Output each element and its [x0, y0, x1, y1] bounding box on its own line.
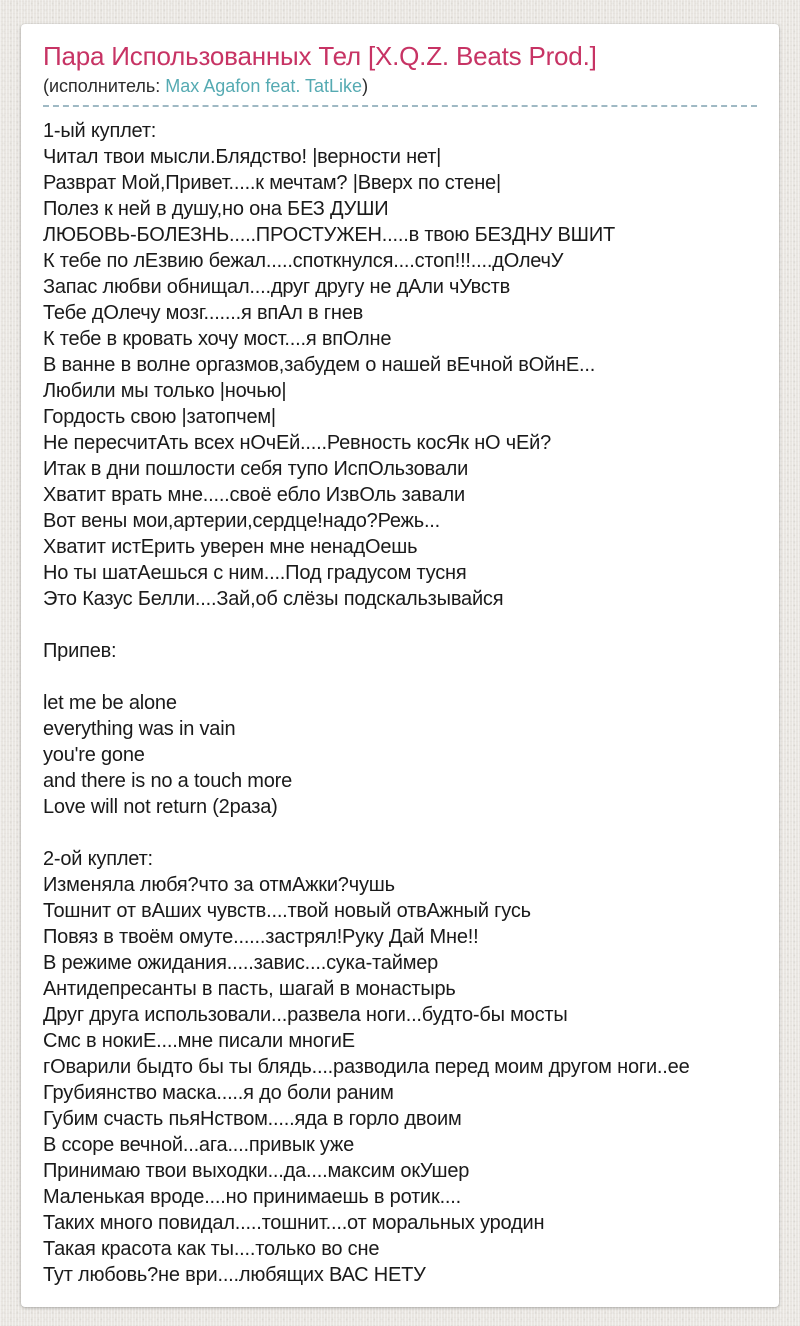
artist-line — [43, 75, 757, 107]
lyrics-line: В режиме ожидания.....завис....сука-таймер — [43, 952, 439, 974]
lyrics-line — [43, 820, 757, 846]
lyrics-line: К тебе по лЕзвию бежал.....споткнулся....стоп!!!....дОлечУ — [43, 250, 564, 272]
lyrics-line: let me be alone — [43, 692, 177, 714]
lyrics-line: Запас любви обнищал....друг другу не дАли чУвств — [43, 276, 511, 298]
lyrics-line: К тебе в кровать хочу мост....я впОлне — [43, 328, 392, 350]
lyrics-line: Тебе дОлечу мозг.......я впАл в гнев — [43, 302, 364, 324]
lyrics-line: Любили мы только |ночью| — [43, 380, 287, 402]
lyrics-line: and there is no a touch more — [43, 770, 292, 792]
lyrics-section — [43, 118, 757, 1288]
artist-suffix: ) — [362, 76, 369, 96]
lyrics-line: Вот вены мои,артерии,сердце!надо?Режь... — [43, 510, 441, 532]
lyrics-line: Тошнит от вАших чувств....твой новый отвАжный гусь — [43, 900, 531, 922]
lyrics-line: Маленькая вроде....но принимаешь в ротик.... — [43, 1186, 461, 1208]
lyrics-line: Это Казус Белли....Зай,об слёзы подскальзывайся — [43, 588, 504, 610]
lyrics-line: Разврат Мой,Привет.....к мечтам? |Вверх по стене| — [43, 172, 501, 194]
lyrics-line: Не пересчитАть всех нОчЕй.....Ревность косЯк нО чЕй? — [43, 432, 552, 454]
lyrics-line: Губим счасть пьяНством.....яда в горло двоим — [43, 1108, 462, 1130]
lyrics-line: Антидепресанты в пасть, шагай в монастырь — [43, 978, 456, 1000]
lyrics-line: Но ты шатАешься с ним....Под градусом тусня — [43, 562, 467, 584]
lyrics-line: Грубиянство маска.....я до боли раним — [43, 1082, 394, 1104]
content-card — [21, 24, 779, 1307]
lyrics-line: В ссоре вечной...ага....привык уже — [43, 1134, 355, 1156]
lyrics-line: Такая красота как ты....только во сне — [43, 1238, 380, 1260]
artist-link[interactable]: Max Agafon feat. TatLike — [165, 76, 363, 96]
lyrics-line: Повяз в твоём омуте......застрял!Руку Дай Мне!! — [43, 926, 479, 948]
page-title: Пара Использованных Тел [X.Q.Z. Beats Prod.] — [43, 41, 597, 71]
lyrics-line: Припев: — [43, 640, 117, 662]
lyrics-line: Итак в дни пошлости себя тупо ИспОльзовали — [43, 458, 469, 480]
lyrics-line: ЛЮБОВЬ-БОЛЕЗНЬ.....ПРОСТУЖЕН.....в твою БЕЗДНУ ВШИТ — [43, 224, 616, 246]
lyrics-line: 1-ый куплет: — [43, 120, 157, 142]
lyrics-line: Love will not return (2раза) — [43, 796, 278, 818]
lyrics-line: Изменяла любя?что за отмАжки?чушь — [43, 874, 395, 896]
lyrics-line: you're gone — [43, 744, 145, 766]
artist-prefix: (исполнитель: — [43, 76, 161, 96]
lyrics-line: Гордость свою |затопчем| — [43, 406, 276, 428]
lyrics-line: Принимаю твои выходки...да....максим окУшер — [43, 1160, 470, 1182]
lyrics-line — [43, 664, 757, 690]
lyrics-line: everything was in vain — [43, 718, 236, 740]
lyrics-line: Хватит врать мне.....своё ебло ИзвОль завали — [43, 484, 465, 506]
lyrics-line: гОварили быдто бы ты блядь....разводила перед моим другом ноги..ее — [43, 1056, 690, 1078]
lyrics-line: Хватит истЕрить уверен мне ненадОешь — [43, 536, 418, 558]
lyrics-line: 2-ой куплет: — [43, 848, 153, 870]
lyrics-line: В ванне в волне оргазмов,забудем о нашей вЕчной вОйнЕ... — [43, 354, 596, 376]
lyrics-line: Друг друга использовали...развела ноги...будто-бы мосты — [43, 1004, 568, 1026]
lyrics-line: Таких много повидал.....тошнит....от моральных уродин — [43, 1212, 545, 1234]
lyrics-line: Читал твои мысли.Блядство! |верности нет| — [43, 146, 442, 168]
lyrics-line — [43, 612, 757, 638]
lyrics-line: Смс в нокиЕ....мне писали многиЕ — [43, 1030, 355, 1052]
lyrics-line: Тут любовь?не ври....любящих ВАС НЕТУ — [43, 1264, 426, 1286]
lyrics-line: Полез к ней в душу,но она БЕЗ ДУШИ — [43, 198, 389, 220]
